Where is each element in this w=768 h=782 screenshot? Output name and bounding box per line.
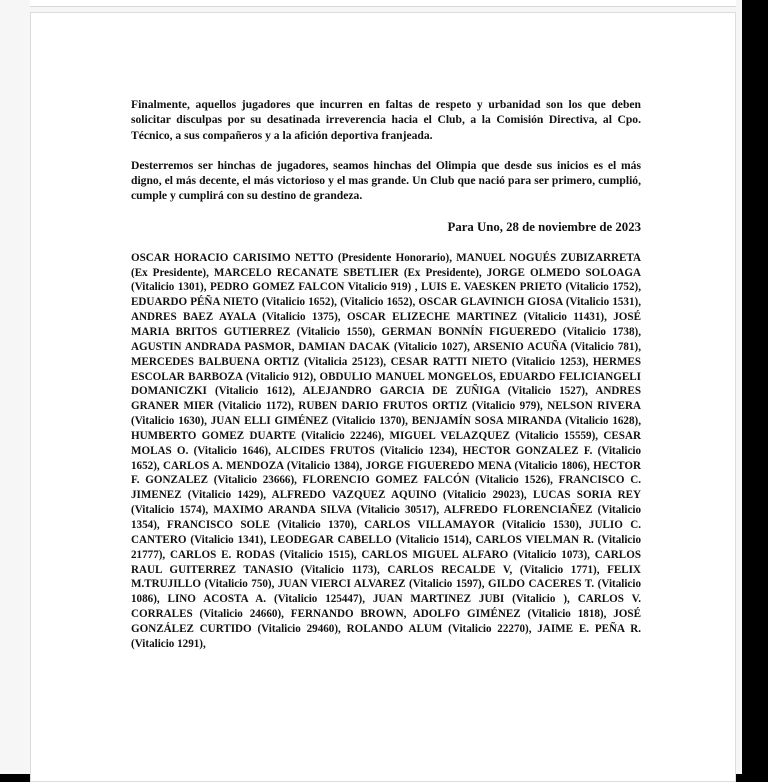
paragraph-apology: Finalmente, aquellos jugadores que incurren en faltas de respeto y urbanidad son los que deben solicitar disculpas por su desatinada irreverencia hacia el Club, a la Comisión Directiva, al Cpo. Técnico, a sus compañeros y a la afición deportiva franjeada. xyxy=(131,98,641,142)
paragraph-olimpia: Desterremos ser hinchas de jugadores, seamos hinchas del Olimpia que desde sus inicios es el más digno, el más decente, el más victorioso y el mas grande. Un Club que nació para ser primero, cumplió, cumple y cumplirá con su destino de grandeza. xyxy=(131,158,641,203)
page-content xyxy=(131,97,641,652)
signers-list: OSCAR HORACIO CARISIMO NETTO (Presidente Honorario), MANUEL NOGUÉS ZUBIZARRETA (Ex Presidente), MARCELO RECANATE SBETLIER (Ex Presidente), JORGE OLMEDO SOLOAGA (Vitalicio 1301), PEDRO GOMEZ FALCON Vitalicio 919) , LUIS E. VAESKEN PRIETO (Vitalicio 1752), EDUARDO PÉÑA NIETO (Vitalicio 1652), (Vitalicio 1652), OSCAR GLAVINICH GIOSA (Vitalicio 1531), ANDRES BAEZ AYALA (Vitalicio 1375), OSCAR ELIZECHE MARTINEZ (Vitalicio 11431), JOSÉ MARIA BRITOS GUTIERREZ (Vitalicio 1550), GERMAN BONNÍN FIGUEREDO (Vitalicio 1738), AGUSTIN ANDRADA PASMOR, DAMIAN DACAK (Vitalicio 1027), ARSENIO ACUÑA (Vitalicio 781), MERCEDES BALBUENA ORTIZ (Vitalicia 25123), CESAR RATTI NIETO (Vitalicio 1253), HERMES ESCOLAR BARBOZA (Vitalicio 912), OBDULIO MANUEL MONGELOS, EDUARDO FELICIANGELI DOMANICZKI (Vitalicio 1612), ALEJANDRO GARCIA DE ZUÑIGA (Vitalicio 1527), ANDRES GRANER MIER (Vitalicio 1172), RUBEN DARIO FRUTOS ORTIZ (Vitalicio 979), NELSON RIVERA (Vitalicio 1630), JUAN ELLI GIMÉNEZ (Vitalicio 1370), BENJAMÍN SOSA MIRANDA (Vitalicio 1628), HUMBERTO GOMEZ DUARTE (Vitalicio 22246), MIGUEL VELAZQUEZ (Vitalicio 15559), CESAR MOLAS O. (Vitalicio 1646), ALCIDES FRUTOS (Vitalicio 1234), HECTOR GONZALEZ F. (Vitalicio 1652), CARLOS A. MENDOZA (Vitalicio 1384), JORGE FIGUEREDO MENA (Vitalicio 1806), HECTOR F. GONZALEZ (Vitalicio 23666), FLORENCIO GOMEZ FALCÓN (Vitalicio 1526), FRANCISCO C. JIMENEZ (Vitalicio 1429), ALFREDO VAZQUEZ AQUINO (Vitalicio 29023), LUCAS SORIA REY (Vitalicio 1574), MAXIMO ARANDA SILVA (Vitalicio 30517), ALFREDO FLORENCIAÑEZ (Vitalicio 1354), FRANCISCO SOLE (Vitalicio 1370), CARLOS VILLAMAYOR (Vitalicio 1530), JULIO C. CANTERO (Vitalicio 1341), LEODEGAR CABELLO (Vitalicio 1514), CARLOS VIELMAN R. (Vitalicio 21777), CARLOS E. RODAS (Vitalicio 1515), CARLOS MIGUEL ALFARO (Vitalicio 1073), CARLOS RAUL GUITERREZ TANASIO (Vitalicio 1173), CARLOS RECALDE V, (Vitalicio 1771), FELIX M.TRUJILLO (Vitalicio 750), JUAN VIERCI ALVAREZ (Vitalicio 1597), GILDO CACERES T. (Vitalicio 1086), LINO ACOSTA A. (Vitalicio 125447), JUAN MARTINEZ JUBI (Vitalicio ), CARLOS V. CORRALES (Vitalicio 24660), FERNANDO BROWN, ADOLFO GIMÉNEZ (Vitalicio 1818), JOSÉ GONZÁLEZ CURTIDO (Vitalicio 29460), ROLANDO ALUM (Vitalicio 22270), JAIME E. PEÑA R. (Vitalicio 1291), xyxy=(131,251,641,650)
document-page xyxy=(30,12,736,782)
date-line: Para Uno, 28 de noviembre de 2023 xyxy=(447,219,641,234)
previous-page-edge xyxy=(30,0,736,7)
